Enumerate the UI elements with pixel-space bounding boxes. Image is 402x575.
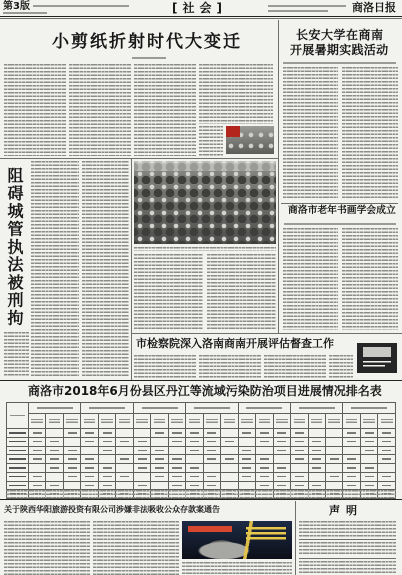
table-cell bbox=[151, 464, 168, 473]
table-cell bbox=[325, 464, 342, 473]
table-cell bbox=[98, 455, 115, 464]
table-cell bbox=[7, 446, 29, 455]
article-body-column bbox=[342, 67, 398, 200]
table-cell bbox=[238, 437, 255, 446]
table-cell bbox=[273, 429, 290, 438]
table-cell bbox=[256, 464, 273, 473]
table-cell bbox=[360, 481, 377, 490]
table-cell bbox=[7, 455, 29, 464]
ranking-table-title: 商洛市2018年6月份县区丹江等流域污染防治项目进展情况排名表 bbox=[28, 384, 382, 398]
table-cell bbox=[238, 446, 255, 455]
header-rule bbox=[0, 16, 402, 17]
column-divider bbox=[278, 20, 279, 333]
photo-caption bbox=[134, 247, 276, 251]
table-cell bbox=[7, 437, 29, 446]
table-cell bbox=[360, 472, 377, 481]
table-cell bbox=[116, 481, 133, 490]
table-cell bbox=[203, 446, 220, 455]
table-cell bbox=[151, 429, 168, 438]
table-cell bbox=[168, 481, 185, 490]
table-cell bbox=[221, 429, 238, 438]
table-cell bbox=[291, 472, 308, 481]
table-cell bbox=[343, 446, 360, 455]
table-cell bbox=[291, 429, 308, 438]
table-cell bbox=[46, 464, 63, 473]
table-cell bbox=[151, 472, 168, 481]
table-cell bbox=[116, 429, 133, 438]
table-cell bbox=[133, 481, 150, 490]
table-cell bbox=[221, 464, 238, 473]
table-cell bbox=[360, 437, 377, 446]
table-cell bbox=[273, 455, 290, 464]
table-header-cell bbox=[343, 403, 396, 414]
table-header-cell bbox=[221, 414, 238, 429]
table-header-cell bbox=[98, 414, 115, 429]
table-row bbox=[7, 481, 396, 490]
table-header-cell bbox=[29, 414, 46, 429]
section-divider bbox=[0, 499, 402, 500]
table-cell bbox=[46, 429, 63, 438]
table-header-row bbox=[7, 403, 396, 414]
table-cell bbox=[168, 446, 185, 455]
table-cell bbox=[116, 446, 133, 455]
section-label: [社会] bbox=[172, 1, 227, 15]
header-rule bbox=[0, 18, 402, 19]
table-row bbox=[7, 464, 396, 473]
table-header-cell bbox=[81, 403, 133, 414]
table-cell bbox=[81, 446, 98, 455]
table-cell bbox=[360, 455, 377, 464]
table-cell bbox=[116, 437, 133, 446]
table-cell bbox=[238, 472, 255, 481]
table-cell bbox=[256, 455, 273, 464]
section-divider bbox=[131, 333, 402, 334]
table-cell bbox=[116, 455, 133, 464]
table-cell bbox=[238, 455, 255, 464]
table-cell bbox=[221, 455, 238, 464]
table-cell bbox=[98, 429, 115, 438]
table-cell bbox=[168, 437, 185, 446]
table-cell bbox=[308, 472, 325, 481]
table-cell bbox=[256, 429, 273, 438]
table-header-row bbox=[7, 414, 396, 429]
table-cell bbox=[186, 464, 203, 473]
table-cell bbox=[29, 446, 46, 455]
table-cell bbox=[308, 429, 325, 438]
table-cell bbox=[308, 464, 325, 473]
table-cell bbox=[238, 429, 255, 438]
table-cell bbox=[29, 437, 46, 446]
table-header-cell bbox=[116, 414, 133, 429]
table-cell bbox=[221, 437, 238, 446]
table-cell bbox=[221, 446, 238, 455]
table-row bbox=[7, 437, 396, 446]
table-cell bbox=[221, 481, 238, 490]
table-cell bbox=[186, 437, 203, 446]
article-body-column bbox=[4, 64, 66, 156]
table-cell bbox=[63, 429, 80, 438]
page-number: 第3版 bbox=[3, 1, 30, 12]
article-body-column bbox=[207, 254, 276, 331]
table-cell bbox=[63, 437, 80, 446]
table-cell bbox=[7, 472, 29, 481]
article-body-column bbox=[4, 332, 29, 377]
table-cell bbox=[29, 472, 46, 481]
table-cell bbox=[29, 481, 46, 490]
article-body-column bbox=[264, 355, 326, 378]
table-cell bbox=[378, 481, 396, 490]
table-cell bbox=[29, 429, 46, 438]
table-cell bbox=[273, 437, 290, 446]
article-body-column bbox=[199, 355, 261, 378]
table-cell bbox=[151, 455, 168, 464]
table-header-cell bbox=[273, 414, 290, 429]
masthead: 商洛日报 bbox=[352, 1, 396, 14]
table-cell bbox=[256, 472, 273, 481]
event-photo bbox=[134, 161, 276, 244]
table-cell bbox=[378, 429, 396, 438]
table-cell bbox=[186, 472, 203, 481]
table-cell bbox=[81, 455, 98, 464]
table-cell bbox=[203, 481, 220, 490]
table-cell bbox=[343, 464, 360, 473]
table-header-cell bbox=[238, 403, 290, 414]
table-cell bbox=[168, 429, 185, 438]
statement-item bbox=[299, 561, 396, 575]
article-body-column bbox=[199, 64, 273, 124]
ranking-table bbox=[6, 402, 396, 499]
table-cell bbox=[63, 472, 80, 481]
table-cell bbox=[81, 464, 98, 473]
notice-body-column bbox=[4, 521, 90, 575]
table-cell bbox=[133, 429, 150, 438]
table-header-cell bbox=[238, 414, 255, 429]
statement-divider bbox=[299, 558, 396, 559]
table-header-cell bbox=[291, 403, 343, 414]
table-cell bbox=[378, 464, 396, 473]
table-cell bbox=[133, 455, 150, 464]
table-header-cell bbox=[7, 403, 29, 429]
table-cell bbox=[168, 455, 185, 464]
table-cell bbox=[291, 464, 308, 473]
notice-body-column bbox=[93, 521, 179, 575]
table-cell bbox=[98, 446, 115, 455]
table-header-cell bbox=[203, 414, 220, 429]
header-meta-line bbox=[268, 5, 346, 7]
table-cell bbox=[203, 464, 220, 473]
table-cell bbox=[238, 464, 255, 473]
section-divider bbox=[0, 158, 278, 159]
table-cell bbox=[168, 464, 185, 473]
statement-headline: 声明 bbox=[329, 504, 363, 517]
table-header-cell bbox=[325, 414, 342, 429]
table-cell bbox=[151, 437, 168, 446]
table-header-cell bbox=[308, 414, 325, 429]
article-body-column bbox=[342, 228, 398, 330]
column-divider bbox=[295, 501, 296, 575]
table-cell bbox=[273, 446, 290, 455]
table-cell bbox=[81, 481, 98, 490]
statement-item bbox=[299, 521, 396, 537]
table-cell bbox=[46, 481, 63, 490]
table-cell bbox=[63, 455, 80, 464]
table-cell bbox=[273, 481, 290, 490]
table-cell bbox=[238, 481, 255, 490]
column-logo bbox=[357, 343, 397, 373]
table-cell bbox=[133, 472, 150, 481]
table-cell bbox=[343, 429, 360, 438]
table-cell bbox=[325, 446, 342, 455]
table-cell bbox=[378, 437, 396, 446]
headline-procuratorate: 市检察院深入洛南商南开展评估督查工作 bbox=[136, 337, 334, 350]
table-header-cell bbox=[133, 414, 150, 429]
article-body-column bbox=[134, 355, 196, 378]
table-cell bbox=[63, 446, 80, 455]
table-cell bbox=[256, 437, 273, 446]
table-row bbox=[7, 446, 396, 455]
table-cell bbox=[308, 446, 325, 455]
table-cell bbox=[325, 437, 342, 446]
table-cell bbox=[360, 429, 377, 438]
article-body-column bbox=[31, 161, 79, 377]
table-cell bbox=[186, 446, 203, 455]
table-cell bbox=[273, 464, 290, 473]
article-byline bbox=[283, 62, 396, 64]
table-header-cell bbox=[186, 403, 238, 414]
table-cell bbox=[151, 446, 168, 455]
table-header-cell bbox=[151, 414, 168, 429]
table-cell bbox=[7, 481, 29, 490]
table-header-cell bbox=[343, 414, 360, 429]
table-cell bbox=[343, 437, 360, 446]
table-cell bbox=[168, 472, 185, 481]
table-cell bbox=[256, 446, 273, 455]
table-cell bbox=[46, 472, 63, 481]
table-header-cell bbox=[186, 414, 203, 429]
table-body bbox=[7, 429, 396, 499]
table-cell bbox=[291, 455, 308, 464]
table-header-cell bbox=[378, 414, 396, 429]
table-cell bbox=[98, 481, 115, 490]
table-cell bbox=[29, 464, 46, 473]
inset-photo bbox=[226, 126, 274, 154]
headline-changan-line2: 开展暑期实践活动 bbox=[290, 43, 389, 57]
advertisement-text bbox=[182, 562, 292, 575]
headline-calligraphy: 商洛市老年书画学会成立 bbox=[288, 205, 396, 216]
table-cell bbox=[256, 481, 273, 490]
table-cell bbox=[116, 472, 133, 481]
table-header-cell bbox=[360, 414, 377, 429]
table-cell bbox=[98, 464, 115, 473]
table-header-cell bbox=[291, 414, 308, 429]
section-divider bbox=[0, 380, 402, 381]
table-row bbox=[7, 455, 396, 464]
headline-paper-cut: 小剪纸折射时代大变迁 bbox=[52, 32, 242, 52]
article-body-column bbox=[134, 254, 203, 331]
article-body-column bbox=[283, 67, 338, 200]
table-cell bbox=[186, 455, 203, 464]
table-cell bbox=[81, 437, 98, 446]
table-cell bbox=[46, 437, 63, 446]
table-cell bbox=[203, 472, 220, 481]
table-cell bbox=[7, 429, 29, 438]
table-cell bbox=[116, 464, 133, 473]
notice-headline: 关于陕西华阳旅游投资有限公司涉嫌非法吸收公众存款案通告 bbox=[4, 505, 220, 514]
article-body-column bbox=[82, 161, 129, 377]
table-header-cell bbox=[168, 414, 185, 429]
table-cell bbox=[308, 455, 325, 464]
table-cell bbox=[63, 481, 80, 490]
table-cell bbox=[325, 481, 342, 490]
table-cell bbox=[378, 455, 396, 464]
table-cell bbox=[98, 472, 115, 481]
table-header-cell bbox=[29, 403, 81, 414]
article-byline bbox=[284, 223, 396, 225]
article-byline bbox=[132, 57, 166, 59]
section-divider bbox=[281, 203, 398, 204]
column-divider bbox=[131, 158, 132, 380]
table-cell bbox=[29, 455, 46, 464]
table-cell bbox=[133, 437, 150, 446]
table-cell bbox=[308, 481, 325, 490]
article-body-column bbox=[134, 64, 196, 156]
date-line bbox=[3, 12, 47, 14]
table-cell bbox=[203, 429, 220, 438]
table-header-cell bbox=[133, 403, 185, 414]
table-cell bbox=[325, 429, 342, 438]
table-cell bbox=[81, 429, 98, 438]
table-cell bbox=[343, 472, 360, 481]
table-cell bbox=[133, 446, 150, 455]
table-cell bbox=[186, 481, 203, 490]
table-cell bbox=[151, 481, 168, 490]
table-cell bbox=[378, 472, 396, 481]
table-header bbox=[7, 403, 396, 429]
table-cell bbox=[98, 437, 115, 446]
table-cell bbox=[343, 455, 360, 464]
table-header-cell bbox=[81, 414, 98, 429]
headline-obstruction: 阻碍城管执法被刑拘 bbox=[5, 167, 24, 328]
header-meta-line bbox=[268, 10, 328, 12]
table-cell bbox=[325, 472, 342, 481]
table-cell bbox=[291, 437, 308, 446]
article-body-column bbox=[283, 228, 338, 330]
table-cell bbox=[133, 464, 150, 473]
table-header-cell bbox=[46, 414, 63, 429]
table-cell bbox=[203, 437, 220, 446]
table-cell bbox=[291, 446, 308, 455]
table-cell bbox=[46, 455, 63, 464]
advertisement-image bbox=[182, 521, 292, 559]
table-cell bbox=[308, 437, 325, 446]
table-cell bbox=[81, 472, 98, 481]
table-header-cell bbox=[63, 414, 80, 429]
table-cell bbox=[360, 446, 377, 455]
table-header-cell bbox=[256, 414, 273, 429]
statement-item bbox=[299, 542, 396, 556]
table-notes bbox=[6, 490, 396, 498]
table-cell bbox=[203, 455, 220, 464]
article-body-column bbox=[329, 355, 353, 378]
table-cell bbox=[7, 464, 29, 473]
table-cell bbox=[343, 481, 360, 490]
editor-credits-line bbox=[33, 5, 129, 7]
table-cell bbox=[46, 446, 63, 455]
table-row bbox=[7, 429, 396, 438]
article-body-column bbox=[69, 64, 131, 156]
table-cell bbox=[221, 472, 238, 481]
table-cell bbox=[63, 464, 80, 473]
table-cell bbox=[378, 446, 396, 455]
article-body-column bbox=[199, 126, 223, 156]
table-cell bbox=[273, 472, 290, 481]
statement-divider bbox=[299, 539, 396, 540]
table-cell bbox=[325, 455, 342, 464]
table-cell bbox=[360, 464, 377, 473]
table-cell bbox=[291, 481, 308, 490]
table-row bbox=[7, 472, 396, 481]
table-cell bbox=[186, 429, 203, 438]
headline-changan-line1: 长安大学在商南 bbox=[296, 28, 384, 42]
